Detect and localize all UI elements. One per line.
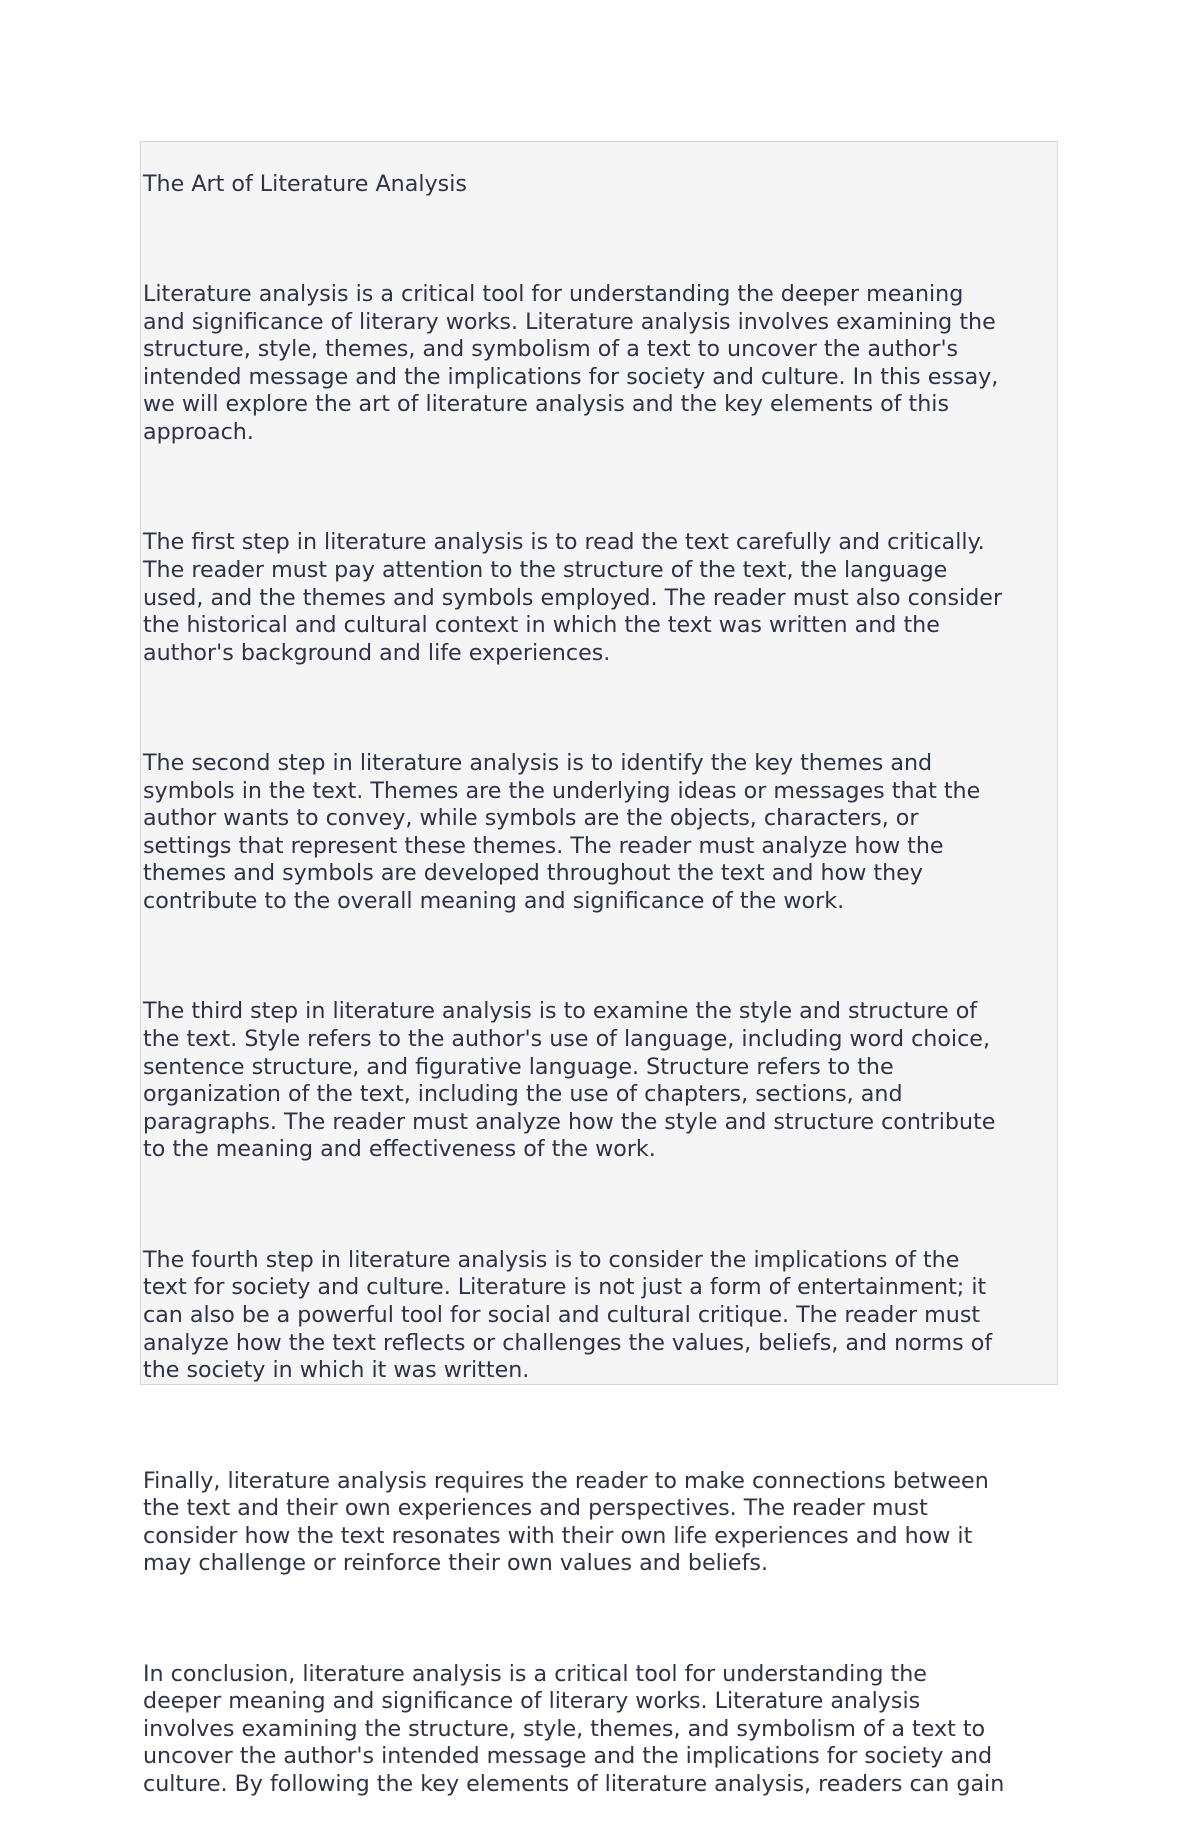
paragraph-spacer bbox=[143, 1192, 1057, 1220]
paragraph-spacer bbox=[143, 1412, 1057, 1440]
paragraph-conclusion: In conclusion, literature analysis is a critical tool for understanding the deeper meaning and significance of literary works. Literature analysis involves examining the structure, style, themes, and symbolism of a text to uncover the author's intended message and the implications for society and culture. By following the key elements of literature analysis, readers can gain bbox=[143, 1660, 1005, 1798]
essay-title: The Art of Literature Analysis bbox=[143, 170, 467, 197]
paragraph-second-step: The second step in literature analysis is to identify the key themes and symbols in the text. Themes are the underlying ideas or messages that the author wants to convey, while symbols are the objects, characters, or settings that represent these themes. The reader must analyze how the themes and symbols are developed throughout the text and how they contribute to the overall meaning and significance of the work. bbox=[143, 750, 981, 915]
paragraph-third-step: The third step in literature analysis is to examine the style and structure of the text. Style refers to the author's use of language, including word choice, sentence structure, and figurative language. Structure refers to the organization of the text, including the use of chapters, sections, and paragraphs. The reader must analyze how the style and structure contribute to the meaning and effectiveness of the work. bbox=[143, 998, 996, 1163]
paragraph-spacer bbox=[143, 695, 1057, 723]
essay-text-box bbox=[140, 141, 1058, 1798]
paragraph-spacer bbox=[143, 1605, 1057, 1633]
paragraph-first-step: The first step in literature analysis is to read the text carefully and critically. The reader must pay attention to the structure of the text, the language used, and the themes and symbols employed. The reader must also consider the historical and cultural context in which the text was written and the author's background and life experiences. bbox=[143, 529, 1003, 666]
paragraph-spacer bbox=[143, 943, 1057, 971]
paragraph-finally: Finally, literature analysis requires the reader to make connections between the text and their own experiences and perspectives. The reader must consider how the text resonates with their own life experiences and how it may challenge or reinforce their own values and beliefs. bbox=[143, 1467, 989, 1577]
paragraph-spacer bbox=[143, 474, 1057, 502]
paragraph-spacer bbox=[143, 226, 1057, 254]
paragraph-intro: Literature analysis is a critical tool for understanding the deeper meaning and significance of literary works. Literature analysis involves examining the structure, style, themes, and symbolism of a text to uncover the author's intended message and the implications for society and culture. In this essay, we will explore the art of literature analysis and the key elements of this approach. bbox=[143, 280, 999, 445]
paragraph-fourth-step: The fourth step in literature analysis is to consider the implications of the text for society and culture. Literature is not just a form of entertainment; it can also be a powerful tool for social and cultural critique. The reader must analyze how the text reflects or challenges the values, beliefs, and norms of the society in which it was written. bbox=[143, 1246, 993, 1384]
